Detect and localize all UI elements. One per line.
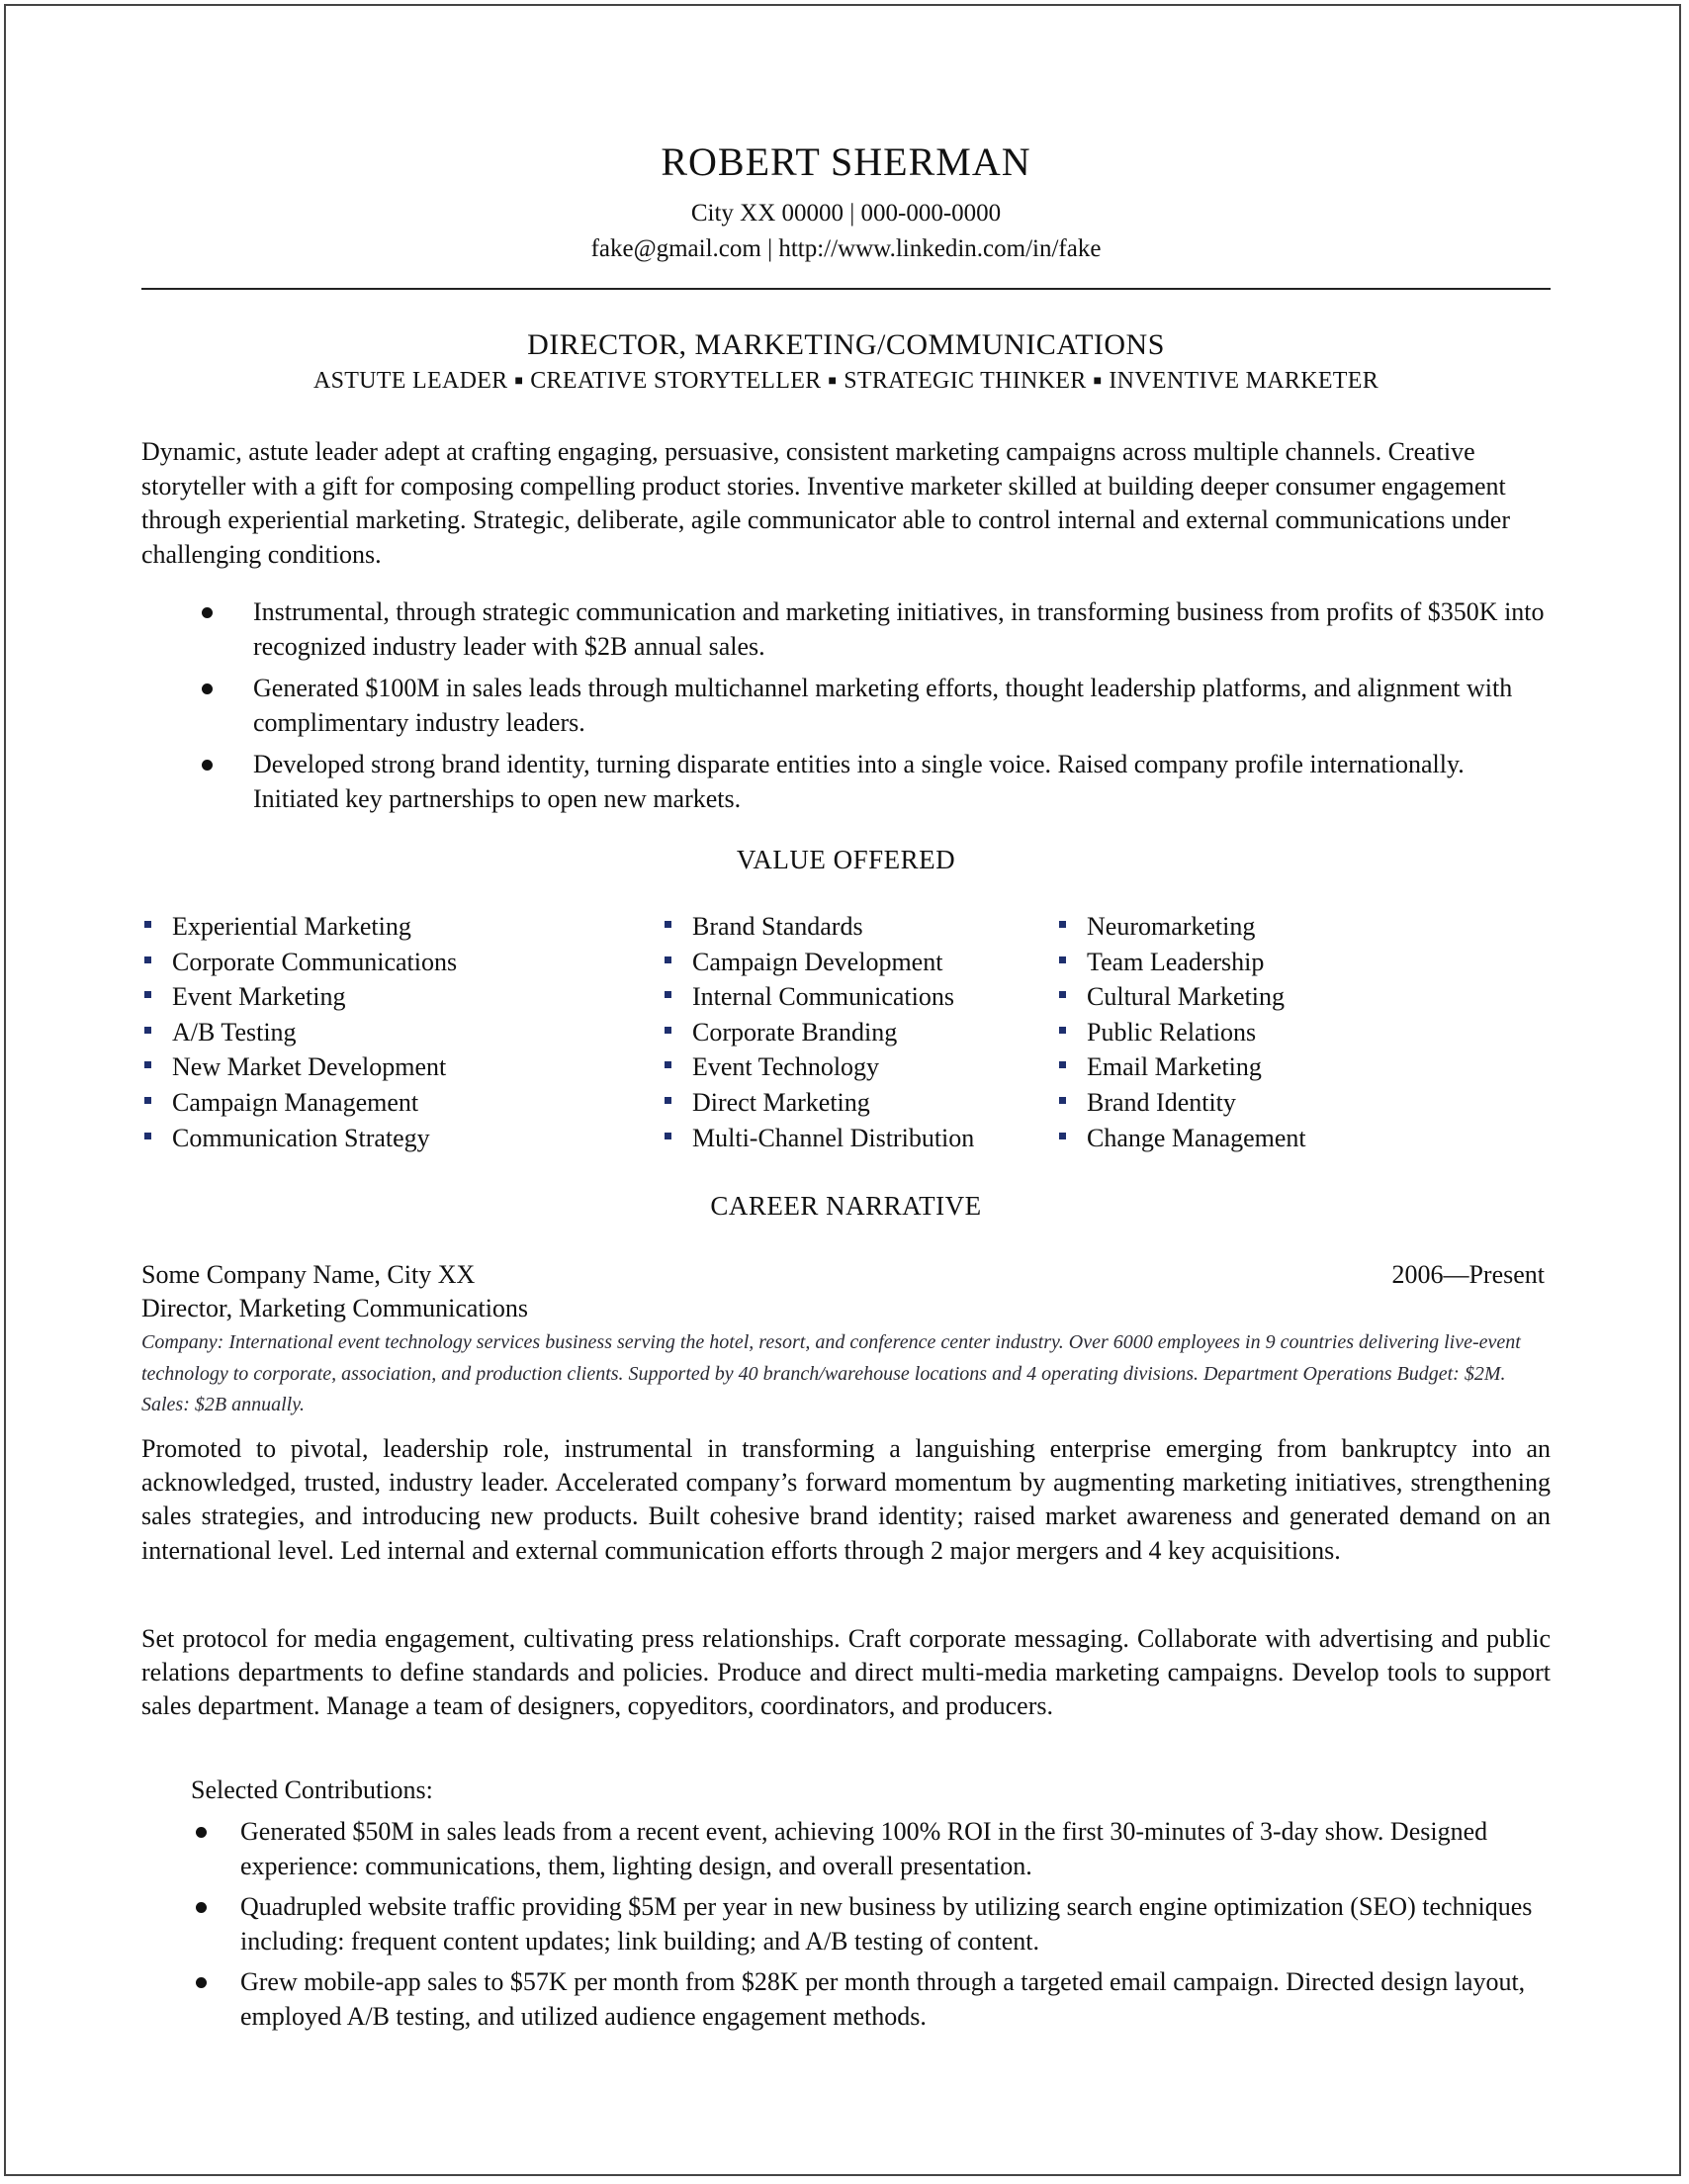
job-title: Director, Marketing Communications [141, 1294, 529, 1322]
square-bullet-icon [665, 1097, 671, 1104]
skills-column [665, 912, 974, 1158]
square-bullet-icon [665, 991, 671, 998]
value-offered-heading: VALUE OFFERED [736, 845, 956, 874]
skill-label: Corporate Branding [692, 1017, 898, 1046]
skill-label: New Market Development [172, 1052, 447, 1082]
skill-label: Internal Communications [692, 982, 955, 1012]
contributions-list [141, 1815, 1551, 2041]
job-dates: 2006—Present [1391, 1260, 1545, 1289]
square-bullet-icon [144, 1061, 151, 1068]
skill-label: Corporate Communications [172, 947, 458, 976]
square-bullet-icon [1059, 1061, 1066, 1068]
square-bullet-icon [144, 1027, 151, 1034]
skill-label: Event Technology [692, 1052, 880, 1082]
highlight-text: Instrumental, through strategic communication and marketing initiatives, in transforming business from profits of $350K into recognized industry leader with $2B annual sales. [253, 597, 1545, 661]
skill-item [144, 1124, 457, 1159]
contact-address-phone: City XX 00000 | 000-000-0000 [690, 200, 1002, 227]
skill-item [665, 912, 974, 948]
square-bullet-icon [144, 1097, 151, 1104]
skill-label: Experiential Marketing [172, 912, 411, 941]
bullet-icon [196, 1902, 207, 1913]
highlights-list [141, 595, 1551, 824]
square-bullet-icon [144, 956, 151, 963]
skill-label: Cultural Marketing [1087, 982, 1286, 1012]
bullet-icon [202, 683, 213, 694]
skill-item [144, 1052, 457, 1088]
contact-email-linkedin: fake@gmail.com | http://www.linkedin.com/in/fake [590, 235, 1102, 262]
square-bullet-icon [665, 956, 671, 963]
skill-label: Public Relations [1087, 1017, 1257, 1046]
square-bullet-icon [1059, 956, 1066, 963]
skill-item [1059, 1124, 1306, 1159]
skill-label: Multi-Channel Distribution [692, 1123, 975, 1152]
contribution-text: Quadrupled website traffic providing $5M per year in new business by utilizing search engine optimization (SEO) techniques including: frequent content updates; link building; and A/B testing of content. [240, 1892, 1533, 1956]
skill-item [1059, 1052, 1306, 1088]
tagline-item: INVENTIVE MARKETER [1109, 368, 1379, 394]
skill-label: Team Leadership [1087, 947, 1265, 976]
header-divider [141, 288, 1551, 290]
skill-label: Event Marketing [172, 982, 346, 1012]
square-bullet-icon [1059, 921, 1066, 928]
contribution-text: Grew mobile-app sales to $57K per month from $28K per month through a targeted email campaign. Directed design layout, employed A/B testing, and utilized audience engagement methods. [240, 1967, 1526, 2031]
bullet-icon [202, 607, 213, 618]
skills-column [1059, 912, 1306, 1158]
list-item [141, 748, 1551, 816]
square-bullet-icon [144, 921, 151, 928]
skill-label: Direct Marketing [692, 1087, 870, 1117]
square-bullet-icon [665, 921, 671, 928]
tagline-item: STRATEGIC THINKER [844, 368, 1087, 394]
skill-item [665, 1018, 974, 1053]
highlight-text: Generated $100M in sales leads through multichannel marketing efforts, thought leadership platforms, and alignment with complimentary industry leaders. [253, 674, 1513, 737]
job-paragraph: Set protocol for media engagement, cultivating press relationships. Craft corporate messaging. Collaborate with advertising and public relations departments to define standards and policies. Produce and direct multi-media marketing campaigns. Develop tools to support sales department. Manage a team of designers, copyeditors, coordinators, and producers. [141, 1624, 1551, 1721]
square-bullet-icon [665, 1027, 671, 1034]
skill-label: A/B Testing [172, 1017, 297, 1046]
skill-label: Communication Strategy [172, 1123, 430, 1152]
skill-item [144, 1088, 457, 1124]
skill-item [665, 948, 974, 983]
skill-label: Campaign Management [172, 1087, 419, 1117]
skill-item [1059, 1088, 1306, 1124]
skill-label: Change Management [1087, 1123, 1306, 1152]
company-description: Company: International event technology services business serving the hotel, resort, and conference center industry. Over 6000 employees in 9 countries delivering live-event technology to corporate, association, and production clients. Supported by 40 branch/warehouse locations and 4 operating divisions. Department Operations Budget: $2M. Sales: $2B annually. [141, 1331, 1521, 1415]
list-item [141, 672, 1551, 740]
job-header [141, 1258, 1551, 1325]
tagline [141, 368, 1551, 395]
square-bullet-icon [665, 1133, 671, 1139]
square-bullet-icon [665, 1061, 671, 1068]
square-bullet-icon [1059, 1027, 1066, 1034]
tagline-separator: ■ [828, 374, 838, 389]
skill-item [665, 1124, 974, 1159]
bullet-icon [202, 760, 213, 771]
skill-item [1059, 982, 1306, 1018]
list-item [141, 1890, 1551, 1958]
tagline-separator: ■ [514, 374, 524, 389]
skill-item [665, 982, 974, 1018]
square-bullet-icon [144, 991, 151, 998]
bullet-icon [196, 1977, 207, 1988]
skill-item [144, 948, 457, 983]
skill-item [144, 1018, 457, 1053]
tagline-item: ASTUTE LEADER [312, 368, 508, 394]
skill-item [144, 912, 457, 948]
square-bullet-icon [144, 1133, 151, 1139]
highlight-text: Developed strong brand identity, turning disparate entities into a single voice. Raised company profile internationally. Initiated key partnerships to open new markets. [253, 750, 1465, 813]
list-item [141, 595, 1551, 664]
tagline-separator: ■ [1093, 374, 1103, 389]
skill-item [1059, 948, 1306, 983]
skill-item [1059, 1018, 1306, 1053]
summary-paragraph: Dynamic, astute leader adept at crafting engaging, persuasive, consistent marketing campaigns across multiple channels. Creative storyteller with a gift for composing compelling product stories. Inventive marketer skilled at building deeper consumer engagement through experiential marketing. Strategic, deliberate, agile communicator able to control internal and external communications under challenging conditions. [141, 437, 1511, 569]
skill-item [1059, 912, 1306, 948]
company-name: Some Company Name, City XX [141, 1260, 476, 1289]
tagline-item: CREATIVE STORYTELLER [530, 368, 822, 394]
bullet-icon [196, 1827, 207, 1838]
skill-label: Brand Identity [1087, 1087, 1236, 1117]
candidate-name: ROBERT SHERMAN [661, 139, 1031, 184]
square-bullet-icon [1059, 991, 1066, 998]
square-bullet-icon [1059, 1097, 1066, 1104]
skill-label: Email Marketing [1087, 1052, 1262, 1082]
skill-label: Brand Standards [692, 912, 863, 941]
job-paragraph: Promoted to pivotal, leadership role, instrumental in transforming a languishing enterprise emerging from bankruptcy into an acknowledged, trusted, industry leader. Accelerated company’s forward momentum by augmenting marketing initiatives, strengthening sales strategies, and introducing new products. Built cohesive brand identity; raised market awareness and generated demand on an international level. Led internal and external communication efforts through 2 major mergers and 4 key acquisitions. [141, 1434, 1551, 1565]
selected-contributions-label: Selected Contributions: [191, 1775, 433, 1804]
skill-item [144, 982, 457, 1018]
skills-column [144, 912, 457, 1158]
skill-label: Campaign Development [692, 947, 943, 976]
skills-grid [141, 912, 1551, 1159]
career-narrative-heading: CAREER NARRATIVE [710, 1191, 982, 1221]
list-item [141, 1965, 1551, 2034]
square-bullet-icon [1059, 1133, 1066, 1139]
list-item [141, 1815, 1551, 1883]
skill-item [665, 1088, 974, 1124]
contribution-text: Generated $50M in sales leads from a recent event, achieving 100% ROI in the first 30-minutes of 3-day show. Designed experience: communications, them, lighting design, and overall presentation. [240, 1817, 1488, 1880]
skill-item [665, 1052, 974, 1088]
professional-headline: DIRECTOR, MARKETING/COMMUNICATIONS [527, 328, 1165, 361]
skill-label: Neuromarketing [1087, 912, 1256, 941]
